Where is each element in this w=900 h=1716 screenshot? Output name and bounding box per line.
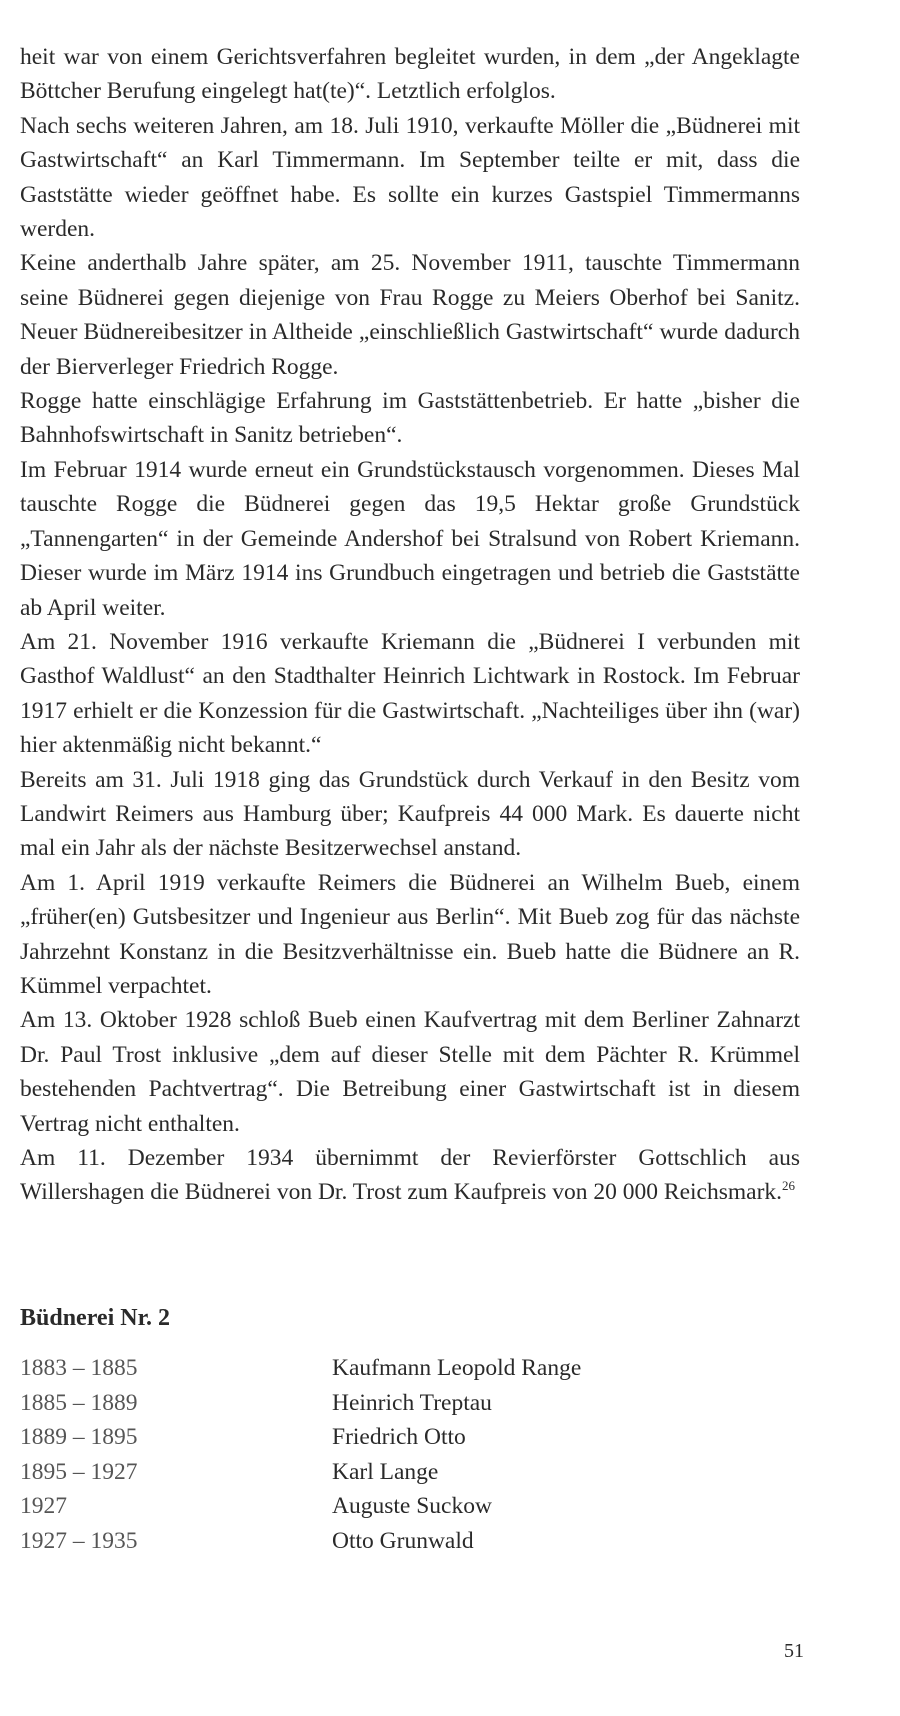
paragraph-last — [20, 1141, 800, 1210]
paragraph: Am 13. Oktober 1928 schloß Bueb einen Kaufvertrag mit dem Berliner Zahnarzt Dr. Paul Trost inklusive „dem auf dieser Stelle mit dem Pächter R. Krümmel bestehenden Pachtvertrag“. Die Betreibung einer Gastwirtschaft ist in diesem Vertrag nicht enthalten. — [20, 1007, 800, 1137]
section-title: Büdnerei Nr. 2 — [20, 1305, 171, 1331]
paragraph: heit war von einem Gerichtsverfahren begleitet wurden, in dem „der Angeklagte Böttcher Berufung eingelegt hat(te)“. Letztlich erfolglos. — [20, 44, 800, 105]
owner-name: Otto Grunwald — [332, 1527, 474, 1554]
owner-years: 1883 – 1885 — [20, 1355, 138, 1381]
page-number: 51 — [784, 1640, 804, 1662]
owner-years: 1927 — [20, 1493, 67, 1519]
owner-name: Karl Lange — [332, 1458, 439, 1485]
footnote-reference[interactable]: 26 — [782, 1178, 796, 1194]
owner-years: 1889 – 1895 — [20, 1424, 138, 1450]
table-row — [20, 1355, 581, 1390]
body-text — [20, 40, 800, 1210]
owner-list — [20, 1355, 581, 1562]
owner-years: 1885 – 1889 — [20, 1389, 138, 1416]
owner-name: Kaufmann Leopold Range — [332, 1355, 582, 1381]
table-row — [20, 1528, 581, 1563]
table-row — [20, 1424, 581, 1459]
owner-years: 1927 – 1935 — [20, 1527, 138, 1554]
owner-name: Friedrich Otto — [332, 1424, 466, 1450]
table-row — [20, 1390, 581, 1425]
paragraph: Im Februar 1914 wurde erneut ein Grundstückstausch vorgenommen. Dieses Mal tauschte Rogge die Büdnerei gegen das 19,5 Hektar große Grundstück „Tannengarten“ in der Gemeinde Andershof bei Stralsund von Robert Kriemann. Dieser wurde im März 1914 ins Grundbuch eingetragen und betrieb die Gaststätte ab April weiter. — [20, 456, 800, 621]
paragraph: Rogge hatte einschlägige Erfahrung im Gaststättenbetrieb. Er hatte „bisher die Bahnhofswirtschaft in Sanitz betrieben“. — [20, 388, 800, 449]
paragraph: Am 1. April 1919 verkaufte Reimers die Büdnerei an Wilhelm Bueb, einem „früher(en) Gutsbesitzer und Ingenieur aus Berlin“. Mit Bueb zog für das nächste Jahrzehnt Konstanz in die Besitzverhältnisse ein. Bueb hatte die Büdnere an R. Kümmel verpachtet. — [20, 869, 800, 999]
owner-name: Auguste Suckow — [332, 1493, 492, 1519]
table-row — [20, 1493, 581, 1528]
paragraph: Nach sechs weiteren Jahren, am 18. Juli 1910, verkaufte Möller die „Büdnerei mit Gastwirtschaft“ an Karl Timmermann. Im September teilte er mit, dass die Gaststätte wieder geöffnet habe. Es sollte ein kurzes Gastspiel Timmermanns werden. — [20, 112, 800, 243]
owner-years: 1895 – 1927 — [20, 1458, 138, 1485]
paragraph-last-text: Am 11. Dezember 1934 übernimmt der Revierförster Gottschlich aus Willershagen die Büdnerei von Dr. Trost zum Kaufpreis von 20 000 Reichsmark. — [20, 1145, 800, 1206]
paragraph: Keine anderthalb Jahre später, am 25. November 1911, tauschte Timmermann seine Büdnerei gegen diejenige von Frau Rogge zu Meiers Oberhof bei Sanitz. Neuer Büdnereibesitzer in Altheide „einschließlich Gastwirtschaft“ wurde dadurch der Bierverleger Friedrich Rogge. — [20, 250, 800, 380]
paragraph: Am 21. November 1916 verkaufte Kriemann die „Büdnerei I verbunden mit Gasthof Waldlust“ an den Stadthalter Heinrich Lichtwark in Rostock. Im Februar 1917 erhielt er die Konzession für die Gastwirtschaft. „Nachteiliges über ihn (war) hier aktenmäßig nicht bekannt.“ — [20, 628, 800, 759]
owner-name: Heinrich Treptau — [332, 1389, 492, 1416]
table-row — [20, 1459, 581, 1494]
paragraph: Bereits am 31. Juli 1918 ging das Grundstück durch Verkauf in den Besitz vom Landwirt Reimers aus Hamburg über; Kaufpreis 44 000 Mark. Es dauerte nicht mal ein Jahr als der nächste Besitzerwechsel anstand. — [20, 766, 800, 862]
